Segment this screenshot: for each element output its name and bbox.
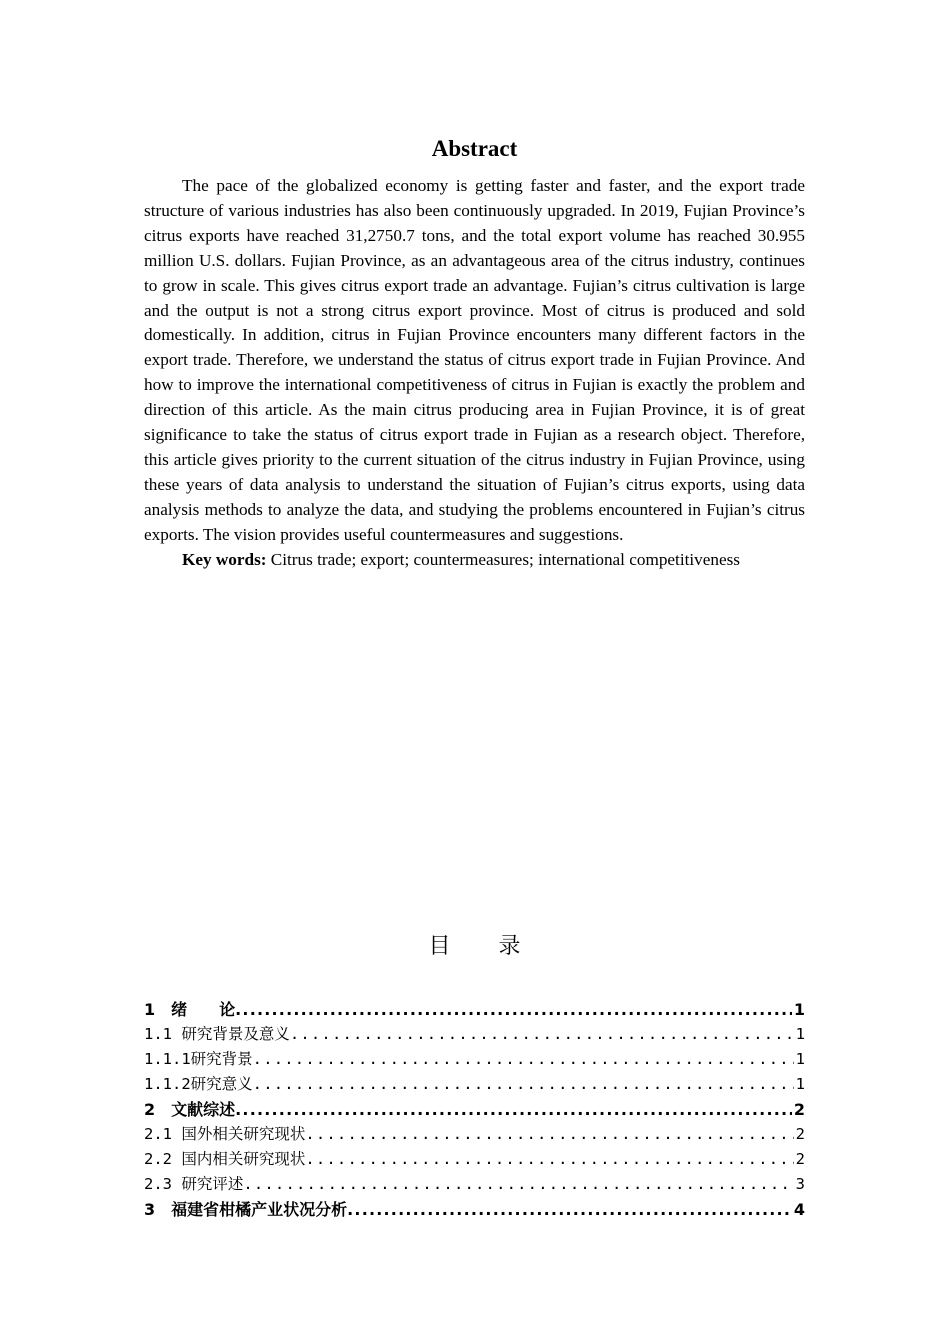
- toc-entry-label: 2.1 国外相关研究现状: [144, 1125, 306, 1143]
- toc-leader: [253, 1072, 794, 1097]
- toc-entry[interactable]: [144, 1022, 805, 1047]
- keywords-label: Key words:: [182, 549, 267, 569]
- toc-entry-page: 3: [795, 1175, 805, 1193]
- toc-entry[interactable]: [144, 1122, 805, 1147]
- toc-leader: [347, 1197, 792, 1222]
- toc-entry-label: 1.1.1研究背景: [144, 1050, 253, 1068]
- abstract-title: Abstract: [431, 136, 518, 161]
- toc-entry-label: 1.1 研究背景及意义: [144, 1025, 290, 1043]
- toc-entry-page: 4: [793, 1200, 805, 1219]
- toc-leader: [305, 1122, 793, 1147]
- toc-title: [144, 932, 805, 962]
- abstract-section: [144, 134, 805, 573]
- toc-entry-page: 1: [795, 1050, 805, 1068]
- abstract-body: The pace of the globalized economy is getting faster and faster, and the export trade structure of various industries has also been continuously upgraded. In 2019, Fujian Province’s citrus exports have reached 31,2750.7 tons, and the total export volume has reached 30.955 million U.S. dollars. Fujian Province, as an advantageous area of the citrus industry, continues to grow in scale. This gives citrus export trade an advantage. Fujian’s citrus cultivation is large and the output is not a strong citrus export province. Most of citrus is produced and sold domestically. In addition, citrus in Fujian Province encounters many different factors in the export trade. Therefore, we understand the status of citrus export trade in Fujian Province. And how to improve the international competitiveness of citrus in Fujian is exactly the problem and direction of this article. As the main citrus producing area in Fujian Province, it is of great significance to take the status of citrus export trade in Fujian as a research object. Therefore, this article gives priority to the current situation of the citrus industry in Fujian Province, using these years of data analysis to understand the situation of Fujian’s citrus exports, using data analysis methods to analyze the data, and studying the problems encountered in Fujian’s citrus exports. The vision provides useful countermeasures and suggestions.: [144, 176, 805, 544]
- toc-entry[interactable]: [144, 1172, 805, 1197]
- toc-leader: [243, 1172, 793, 1197]
- toc-entry-label: 2.2 国内相关研究现状: [144, 1150, 306, 1168]
- keywords-text: Citrus trade; export; countermeasures; international competitiveness: [266, 549, 740, 569]
- toc-entry[interactable]: [144, 1197, 805, 1222]
- toc-entry-page: 1: [793, 1000, 805, 1019]
- toc-leader: [290, 1022, 794, 1047]
- toc-leader: [253, 1047, 794, 1072]
- toc-entry-page: 1: [795, 1075, 805, 1093]
- toc-entry-label: 2 文献综述: [144, 1100, 236, 1119]
- toc-entry[interactable]: [144, 997, 805, 1022]
- toc-entry-page: 1: [795, 1025, 805, 1043]
- toc-entry-page: 2: [795, 1125, 805, 1143]
- toc-entry-label: 2.3 研究评述: [144, 1175, 244, 1193]
- toc-entry[interactable]: [144, 1147, 805, 1172]
- toc-leader: [235, 1097, 792, 1122]
- toc-entry[interactable]: [144, 1047, 805, 1072]
- toc-entry-label: 1.1.2研究意义: [144, 1075, 253, 1093]
- toc-title-char-1: 目: [428, 934, 451, 959]
- toc-leader: [305, 1147, 793, 1172]
- toc-entry-page: 2: [795, 1150, 805, 1168]
- toc-entry-label: 3 福建省柑橘产业状况分析: [144, 1200, 348, 1219]
- toc-entry[interactable]: [144, 1097, 805, 1122]
- keywords-line: [144, 548, 805, 573]
- table-of-contents: [144, 997, 805, 1222]
- toc-entry[interactable]: [144, 1072, 805, 1097]
- toc-entry-page: 2: [793, 1100, 805, 1119]
- toc-entry-label: 1 绪 论: [144, 1000, 236, 1019]
- toc-title-char-2: 录: [498, 934, 521, 959]
- toc-leader: [235, 997, 792, 1022]
